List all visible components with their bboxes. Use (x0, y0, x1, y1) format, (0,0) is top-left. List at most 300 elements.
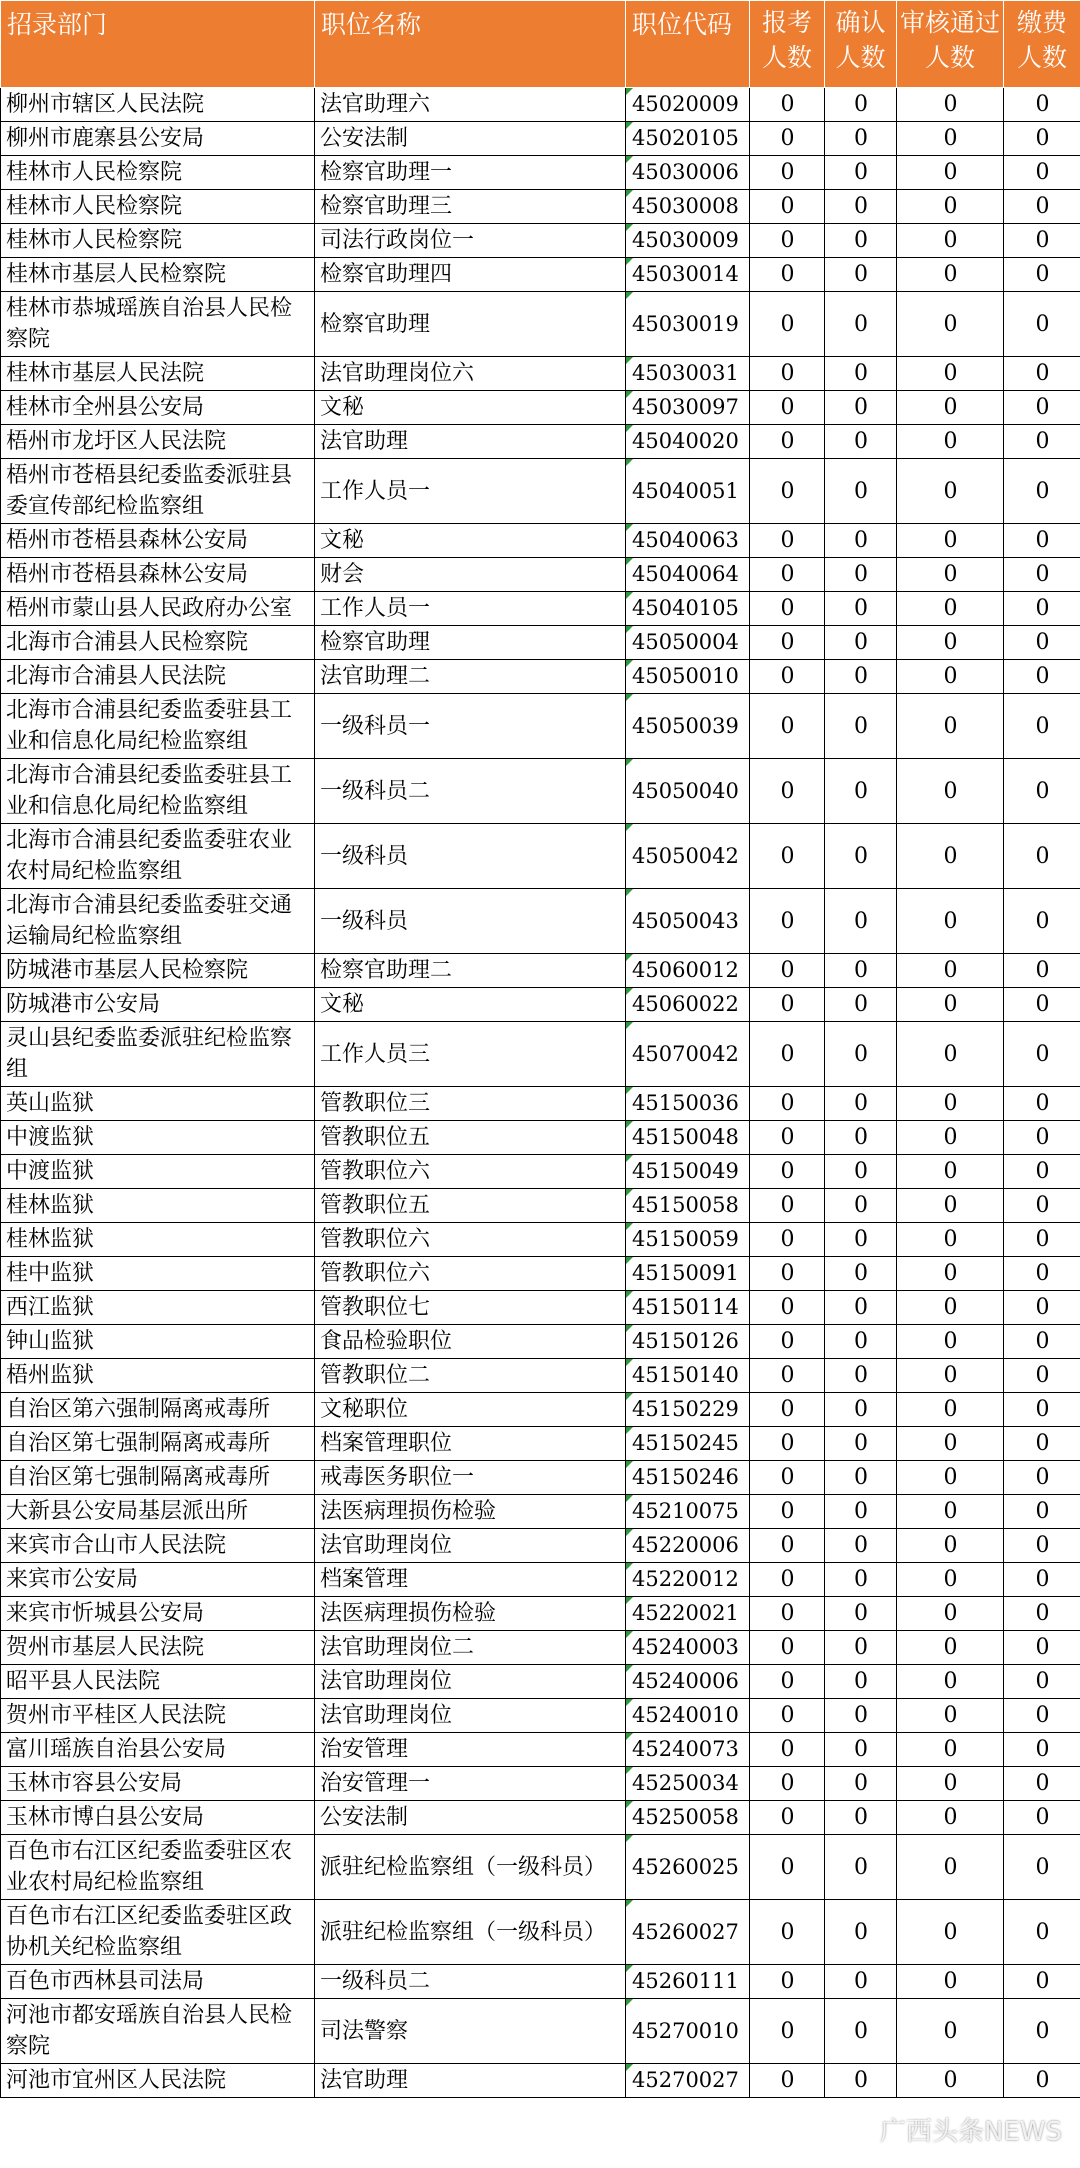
cell-confirmed: 0 (825, 954, 897, 988)
cell-paid: 0 (1004, 1155, 1080, 1189)
cell-position-code: 45050042 (626, 824, 750, 889)
cell-confirmed: 0 (825, 1563, 897, 1597)
cell-paid: 0 (1004, 292, 1080, 357)
cell-position-code: 45240006 (626, 1665, 750, 1699)
cell-applicants: 0 (750, 156, 825, 190)
cell-approved: 0 (897, 224, 1004, 258)
cell-applicants: 0 (750, 1767, 825, 1801)
table-row (1, 694, 1080, 759)
cell-confirmed: 0 (825, 88, 897, 122)
cell-approved: 0 (897, 1965, 1004, 1999)
cell-approved: 0 (897, 1461, 1004, 1495)
cell-applicants: 0 (750, 1665, 825, 1699)
cell-paid: 0 (1004, 660, 1080, 694)
cell-applicants: 0 (750, 425, 825, 459)
cell-confirmed: 0 (825, 1495, 897, 1529)
cell-applicants: 0 (750, 1461, 825, 1495)
cell-department: 钟山监狱 (1, 1325, 315, 1359)
cell-applicants: 0 (750, 1257, 825, 1291)
table-row (1, 1801, 1080, 1835)
cell-position-name: 检察官助理二 (315, 954, 626, 988)
cell-confirmed: 0 (825, 1189, 897, 1223)
cell-confirmed: 0 (825, 1965, 897, 1999)
cell-paid: 0 (1004, 1767, 1080, 1801)
table-row (1, 759, 1080, 824)
cell-position-code: 45150036 (626, 1087, 750, 1121)
cell-paid: 0 (1004, 258, 1080, 292)
cell-confirmed: 0 (825, 1529, 897, 1563)
cell-confirmed: 0 (825, 1733, 897, 1767)
table-row (1, 988, 1080, 1022)
cell-applicants: 0 (750, 524, 825, 558)
cell-paid: 0 (1004, 357, 1080, 391)
cell-approved: 0 (897, 1121, 1004, 1155)
table-row (1, 258, 1080, 292)
cell-confirmed: 0 (825, 592, 897, 626)
table-row (1, 592, 1080, 626)
table-row (1, 425, 1080, 459)
cell-position-code: 45050043 (626, 889, 750, 954)
cell-applicants: 0 (750, 1529, 825, 1563)
cell-confirmed: 0 (825, 1223, 897, 1257)
cell-position-name: 检察官助理 (315, 292, 626, 357)
table-row (1, 1529, 1080, 1563)
cell-position-code: 45260025 (626, 1835, 750, 1900)
cell-position-code: 45150229 (626, 1393, 750, 1427)
cell-position-name: 治安管理 (315, 1733, 626, 1767)
cell-confirmed: 0 (825, 122, 897, 156)
cell-department: 桂林市全州县公安局 (1, 391, 315, 425)
cell-applicants: 0 (750, 824, 825, 889)
cell-paid: 0 (1004, 694, 1080, 759)
table-row (1, 1427, 1080, 1461)
table-row (1, 524, 1080, 558)
cell-approved: 0 (897, 1022, 1004, 1087)
cell-confirmed: 0 (825, 694, 897, 759)
cell-position-code: 45150140 (626, 1359, 750, 1393)
cell-approved: 0 (897, 1563, 1004, 1597)
watermark (842, 2111, 1062, 2148)
cell-position-code: 45220021 (626, 1597, 750, 1631)
cell-position-name: 法医病理损伤检验 (315, 1495, 626, 1529)
cell-position-code: 45030019 (626, 292, 750, 357)
cell-position-code: 45150091 (626, 1257, 750, 1291)
cell-applicants: 0 (750, 1597, 825, 1631)
table-row (1, 122, 1080, 156)
cell-approved: 0 (897, 1631, 1004, 1665)
cell-position-name: 一级科员 (315, 889, 626, 954)
cell-paid: 0 (1004, 1257, 1080, 1291)
cell-paid: 0 (1004, 1087, 1080, 1121)
cell-department: 柳州市辖区人民法院 (1, 88, 315, 122)
cell-applicants: 0 (750, 2064, 825, 2098)
cell-applicants: 0 (750, 1325, 825, 1359)
cell-department: 昭平县人民法院 (1, 1665, 315, 1699)
table-row (1, 156, 1080, 190)
cell-position-name: 一级科员二 (315, 759, 626, 824)
cell-confirmed: 0 (825, 224, 897, 258)
cell-applicants: 0 (750, 889, 825, 954)
cell-position-code: 45260027 (626, 1900, 750, 1965)
cell-paid: 0 (1004, 1665, 1080, 1699)
cell-approved: 0 (897, 759, 1004, 824)
cell-applicants: 0 (750, 1801, 825, 1835)
cell-paid: 0 (1004, 626, 1080, 660)
cell-position-code: 45260111 (626, 1965, 750, 1999)
header-approved: 审核通过人数 (897, 1, 1004, 88)
cell-department: 桂中监狱 (1, 1257, 315, 1291)
cell-position-code: 45220012 (626, 1563, 750, 1597)
cell-confirmed: 0 (825, 1699, 897, 1733)
cell-approved: 0 (897, 2064, 1004, 2098)
cell-position-name: 一级科员 (315, 824, 626, 889)
cell-confirmed: 0 (825, 1393, 897, 1427)
cell-confirmed: 0 (825, 156, 897, 190)
header-department: 招录部门 (1, 1, 315, 88)
cell-position-code: 45070042 (626, 1022, 750, 1087)
cell-approved: 0 (897, 889, 1004, 954)
table-row (1, 824, 1080, 889)
cell-department: 贺州市基层人民法院 (1, 1631, 315, 1665)
cell-approved: 0 (897, 258, 1004, 292)
cell-department: 灵山县纪委监委派驻纪检监察组 (1, 1022, 315, 1087)
cell-paid: 0 (1004, 224, 1080, 258)
cell-position-code: 45250034 (626, 1767, 750, 1801)
cell-paid: 0 (1004, 592, 1080, 626)
cell-applicants: 0 (750, 258, 825, 292)
table-row (1, 391, 1080, 425)
cell-paid: 0 (1004, 1900, 1080, 1965)
cell-department: 河池市宜州区人民法院 (1, 2064, 315, 2098)
cell-approved: 0 (897, 558, 1004, 592)
table-row (1, 190, 1080, 224)
cell-paid: 0 (1004, 391, 1080, 425)
cell-department: 防城港市公安局 (1, 988, 315, 1022)
cell-department: 自治区第六强制隔离戒毒所 (1, 1393, 315, 1427)
cell-position-name: 法官助理岗位六 (315, 357, 626, 391)
cell-applicants: 0 (750, 558, 825, 592)
cell-department: 桂林市恭城瑶族自治县人民检察院 (1, 292, 315, 357)
cell-confirmed: 0 (825, 1155, 897, 1189)
cell-paid: 0 (1004, 1325, 1080, 1359)
cell-department: 梧州市龙圩区人民法院 (1, 425, 315, 459)
cell-paid: 0 (1004, 2064, 1080, 2098)
cell-approved: 0 (897, 1427, 1004, 1461)
cell-confirmed: 0 (825, 1900, 897, 1965)
cell-position-name: 司法行政岗位一 (315, 224, 626, 258)
cell-department: 北海市合浦县纪委监委驻县工业和信息化局纪检监察组 (1, 759, 315, 824)
cell-department: 来宾市合山市人民法院 (1, 1529, 315, 1563)
cell-position-name: 法医病理损伤检验 (315, 1597, 626, 1631)
cell-position-name: 管教职位六 (315, 1155, 626, 1189)
table-row (1, 1665, 1080, 1699)
cell-confirmed: 0 (825, 1999, 897, 2064)
cell-position-code: 45030008 (626, 190, 750, 224)
cell-position-name: 法官助理 (315, 425, 626, 459)
cell-applicants: 0 (750, 1699, 825, 1733)
cell-approved: 0 (897, 1257, 1004, 1291)
cell-approved: 0 (897, 1189, 1004, 1223)
cell-paid: 0 (1004, 759, 1080, 824)
cell-applicants: 0 (750, 1223, 825, 1257)
cell-approved: 0 (897, 88, 1004, 122)
cell-department: 梧州市蒙山县人民政府办公室 (1, 592, 315, 626)
cell-position-name: 法官助理二 (315, 660, 626, 694)
cell-position-code: 45270027 (626, 2064, 750, 2098)
cell-paid: 0 (1004, 459, 1080, 524)
cell-position-code: 45150049 (626, 1155, 750, 1189)
table-row (1, 1359, 1080, 1393)
table-row (1, 660, 1080, 694)
table-row (1, 1189, 1080, 1223)
cell-approved: 0 (897, 954, 1004, 988)
cell-applicants: 0 (750, 1393, 825, 1427)
cell-paid: 0 (1004, 1461, 1080, 1495)
cell-applicants: 0 (750, 1427, 825, 1461)
cell-position-name: 检察官助理一 (315, 156, 626, 190)
cell-paid: 0 (1004, 558, 1080, 592)
cell-applicants: 0 (750, 1835, 825, 1900)
cell-position-code: 45150048 (626, 1121, 750, 1155)
cell-approved: 0 (897, 1223, 1004, 1257)
cell-department: 梧州市苍梧县纪委监委派驻县委宣传部纪检监察组 (1, 459, 315, 524)
cell-position-code: 45220006 (626, 1529, 750, 1563)
cell-paid: 0 (1004, 190, 1080, 224)
cell-approved: 0 (897, 425, 1004, 459)
cell-approved: 0 (897, 1597, 1004, 1631)
cell-confirmed: 0 (825, 1835, 897, 1900)
cell-position-code: 45270010 (626, 1999, 750, 2064)
cell-applicants: 0 (750, 224, 825, 258)
cell-paid: 0 (1004, 1393, 1080, 1427)
cell-paid: 0 (1004, 1291, 1080, 1325)
cell-position-name: 治安管理一 (315, 1767, 626, 1801)
cell-position-name: 管教职位六 (315, 1257, 626, 1291)
cell-paid: 0 (1004, 156, 1080, 190)
table-row (1, 459, 1080, 524)
cell-position-name: 管教职位三 (315, 1087, 626, 1121)
cell-position-name: 食品检验职位 (315, 1325, 626, 1359)
cell-approved: 0 (897, 660, 1004, 694)
cell-position-code: 45030006 (626, 156, 750, 190)
cell-position-code: 45240073 (626, 1733, 750, 1767)
cell-department: 北海市合浦县纪委监委驻交通运输局纪检监察组 (1, 889, 315, 954)
cell-position-code: 45050039 (626, 694, 750, 759)
cell-applicants: 0 (750, 626, 825, 660)
cell-position-name: 法官助理岗位 (315, 1699, 626, 1733)
table-row (1, 1223, 1080, 1257)
cell-department: 桂林监狱 (1, 1223, 315, 1257)
cell-approved: 0 (897, 1665, 1004, 1699)
cell-paid: 0 (1004, 1965, 1080, 1999)
cell-confirmed: 0 (825, 626, 897, 660)
cell-applicants: 0 (750, 1121, 825, 1155)
cell-department: 北海市合浦县人民检察院 (1, 626, 315, 660)
cell-paid: 0 (1004, 954, 1080, 988)
cell-department: 梧州监狱 (1, 1359, 315, 1393)
cell-position-name: 法官助理岗位二 (315, 1631, 626, 1665)
cell-position-code: 45060012 (626, 954, 750, 988)
cell-paid: 0 (1004, 425, 1080, 459)
cell-position-name: 派驻纪检监察组（一级科员） (315, 1835, 626, 1900)
cell-confirmed: 0 (825, 988, 897, 1022)
cell-position-code: 45050040 (626, 759, 750, 824)
table-header-row (1, 1, 1080, 88)
cell-position-code: 45030009 (626, 224, 750, 258)
table-row (1, 1291, 1080, 1325)
cell-position-name: 公安法制 (315, 122, 626, 156)
cell-position-name: 法官助理岗位 (315, 1529, 626, 1563)
cell-department: 桂林市人民检察院 (1, 156, 315, 190)
cell-approved: 0 (897, 626, 1004, 660)
table-row (1, 1597, 1080, 1631)
cell-position-code: 45250058 (626, 1801, 750, 1835)
cell-department: 玉林市容县公安局 (1, 1767, 315, 1801)
cell-confirmed: 0 (825, 292, 897, 357)
cell-paid: 0 (1004, 1189, 1080, 1223)
table-row (1, 889, 1080, 954)
cell-position-code: 45030014 (626, 258, 750, 292)
cell-department: 梧州市苍梧县森林公安局 (1, 524, 315, 558)
cell-department: 梧州市苍梧县森林公安局 (1, 558, 315, 592)
table-row (1, 1325, 1080, 1359)
cell-approved: 0 (897, 694, 1004, 759)
cell-department: 英山监狱 (1, 1087, 315, 1121)
cell-approved: 0 (897, 357, 1004, 391)
cell-approved: 0 (897, 1999, 1004, 2064)
table-row (1, 626, 1080, 660)
table-row (1, 1900, 1080, 1965)
cell-paid: 0 (1004, 524, 1080, 558)
cell-position-code: 45150245 (626, 1427, 750, 1461)
cell-confirmed: 0 (825, 1359, 897, 1393)
cell-position-name: 检察官助理四 (315, 258, 626, 292)
table-row (1, 2064, 1080, 2098)
table-row (1, 1965, 1080, 1999)
cell-position-name: 工作人员三 (315, 1022, 626, 1087)
cell-confirmed: 0 (825, 1665, 897, 1699)
cell-applicants: 0 (750, 954, 825, 988)
cell-department: 桂林市人民检察院 (1, 224, 315, 258)
cell-department: 百色市右江区纪委监委驻区农业农村局纪检监察组 (1, 1835, 315, 1900)
cell-applicants: 0 (750, 592, 825, 626)
cell-applicants: 0 (750, 1900, 825, 1965)
cell-department: 柳州市鹿寨县公安局 (1, 122, 315, 156)
watermark-text: 广西头条NEWS (879, 2117, 1062, 2147)
cell-applicants: 0 (750, 357, 825, 391)
cell-approved: 0 (897, 122, 1004, 156)
cell-confirmed: 0 (825, 2064, 897, 2098)
cell-confirmed: 0 (825, 1257, 897, 1291)
cell-confirmed: 0 (825, 1022, 897, 1087)
cell-position-name: 文秘 (315, 988, 626, 1022)
cell-approved: 0 (897, 1767, 1004, 1801)
cell-confirmed: 0 (825, 558, 897, 592)
cell-position-name: 戒毒医务职位一 (315, 1461, 626, 1495)
cell-applicants: 0 (750, 1359, 825, 1393)
header-paid: 缴费人数 (1004, 1, 1080, 88)
cell-department: 北海市合浦县纪委监委驻农业农村局纪检监察组 (1, 824, 315, 889)
cell-paid: 0 (1004, 1631, 1080, 1665)
cell-paid: 0 (1004, 988, 1080, 1022)
cell-department: 贺州市平桂区人民法院 (1, 1699, 315, 1733)
cell-department: 桂林市基层人民检察院 (1, 258, 315, 292)
cell-approved: 0 (897, 1325, 1004, 1359)
cell-approved: 0 (897, 1359, 1004, 1393)
cell-applicants: 0 (750, 660, 825, 694)
cell-position-code: 45040064 (626, 558, 750, 592)
table-row (1, 1767, 1080, 1801)
cell-position-code: 45020009 (626, 88, 750, 122)
cell-confirmed: 0 (825, 1597, 897, 1631)
wechat-icon (842, 2118, 872, 2142)
cell-position-name: 文秘职位 (315, 1393, 626, 1427)
cell-approved: 0 (897, 1835, 1004, 1900)
table-row (1, 88, 1080, 122)
cell-position-code: 45150059 (626, 1223, 750, 1257)
cell-position-code: 45020105 (626, 122, 750, 156)
cell-position-code: 45040105 (626, 592, 750, 626)
cell-applicants: 0 (750, 122, 825, 156)
cell-confirmed: 0 (825, 391, 897, 425)
cell-applicants: 0 (750, 1291, 825, 1325)
cell-confirmed: 0 (825, 824, 897, 889)
cell-position-code: 45150058 (626, 1189, 750, 1223)
cell-department: 百色市右江区纪委监委驻区政协机关纪检监察组 (1, 1900, 315, 1965)
cell-position-code: 45150246 (626, 1461, 750, 1495)
cell-position-name: 派驻纪检监察组（一级科员） (315, 1900, 626, 1965)
cell-confirmed: 0 (825, 190, 897, 224)
cell-department: 中渡监狱 (1, 1155, 315, 1189)
cell-position-name: 文秘 (315, 391, 626, 425)
cell-paid: 0 (1004, 1495, 1080, 1529)
table-row (1, 1461, 1080, 1495)
cell-approved: 0 (897, 1733, 1004, 1767)
cell-applicants: 0 (750, 190, 825, 224)
header-confirmed: 确认人数 (825, 1, 897, 88)
table-row (1, 1257, 1080, 1291)
cell-position-code: 45150114 (626, 1291, 750, 1325)
cell-approved: 0 (897, 459, 1004, 524)
cell-confirmed: 0 (825, 1801, 897, 1835)
cell-confirmed: 0 (825, 357, 897, 391)
cell-approved: 0 (897, 1495, 1004, 1529)
cell-paid: 0 (1004, 824, 1080, 889)
cell-department: 来宾市忻城县公安局 (1, 1597, 315, 1631)
cell-position-code: 45050010 (626, 660, 750, 694)
cell-department: 自治区第七强制隔离戒毒所 (1, 1427, 315, 1461)
header-applicants: 报考人数 (750, 1, 825, 88)
cell-paid: 0 (1004, 1801, 1080, 1835)
cell-approved: 0 (897, 190, 1004, 224)
cell-position-name: 档案管理职位 (315, 1427, 626, 1461)
cell-applicants: 0 (750, 694, 825, 759)
cell-applicants: 0 (750, 1733, 825, 1767)
cell-applicants: 0 (750, 292, 825, 357)
cell-confirmed: 0 (825, 1325, 897, 1359)
table-row (1, 1699, 1080, 1733)
cell-department: 北海市合浦县纪委监委驻县工业和信息化局纪检监察组 (1, 694, 315, 759)
cell-confirmed: 0 (825, 258, 897, 292)
table-row (1, 1087, 1080, 1121)
cell-applicants: 0 (750, 1155, 825, 1189)
cell-position-code: 45060022 (626, 988, 750, 1022)
cell-approved: 0 (897, 1087, 1004, 1121)
cell-position-name: 检察官助理 (315, 626, 626, 660)
cell-applicants: 0 (750, 988, 825, 1022)
table-row (1, 1495, 1080, 1529)
cell-confirmed: 0 (825, 459, 897, 524)
